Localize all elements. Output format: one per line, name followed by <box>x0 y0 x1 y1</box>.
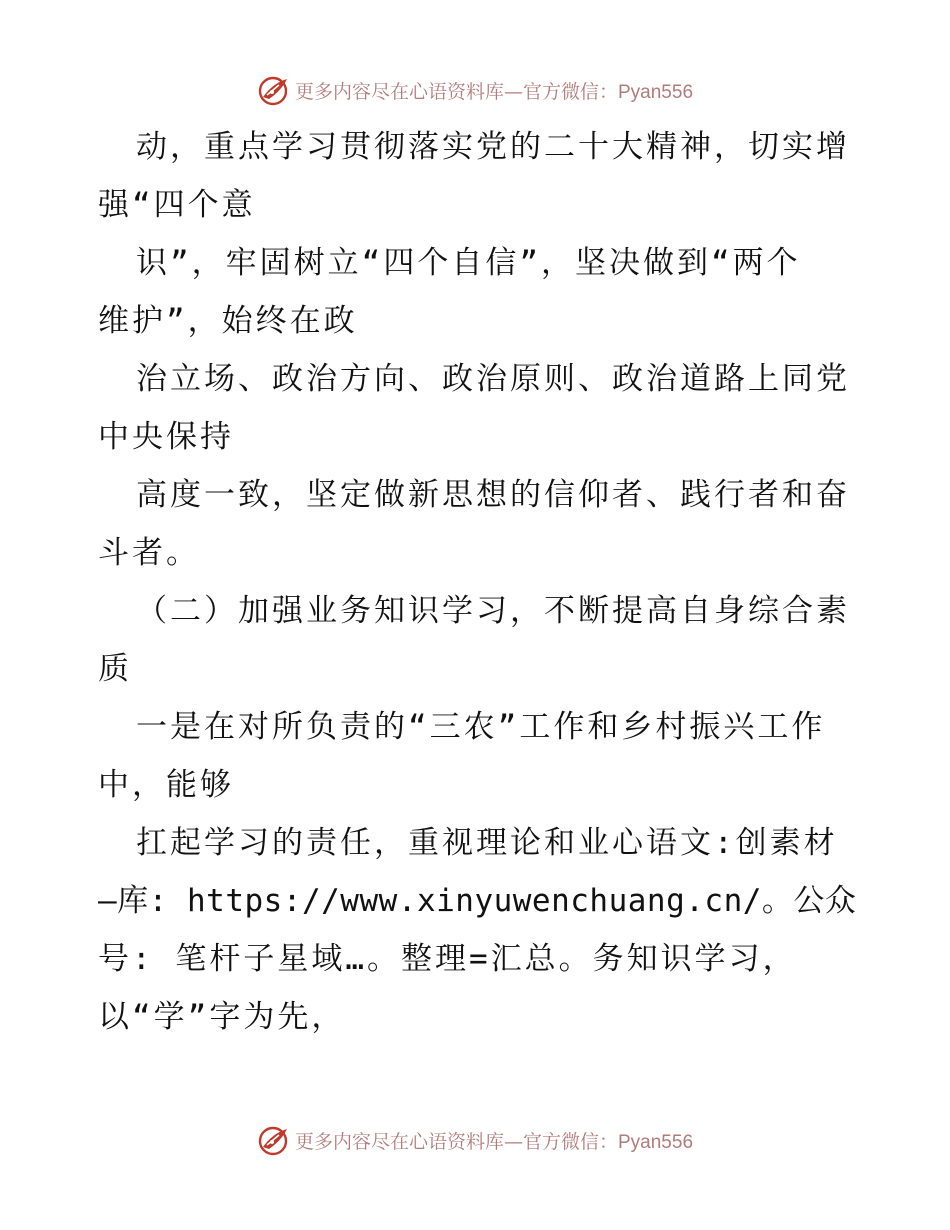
text-line: 高度一致，坚定做新思想的信仰者、践行者和奋 <box>136 477 850 513</box>
section-heading: （二）加强业务知识学习，不断提高自身综合素 <box>136 593 850 629</box>
watermark-wechat-id: Pyan556 <box>618 1131 694 1153</box>
text-line: 号: 笔杆子星域…。整理=汇总。务知识学习， <box>98 941 797 977</box>
text-line: 以“学”字为先， <box>98 999 346 1035</box>
text-line: 中，能够 <box>98 767 234 803</box>
text-line: 维护”，始终在政 <box>98 303 358 339</box>
footer-watermark <box>0 1120 950 1160</box>
watermark-text <box>295 77 693 104</box>
watermark-label: 更多内容尽在心语资料库—官方微信： <box>294 80 618 103</box>
text-line: 扛起学习的责任，重视理论和业心语文:创素材 <box>136 825 838 861</box>
text-line: 动，重点学习贯彻落实党的二十大精神，切实增 <box>136 129 850 165</box>
watermark-wechat-id: Pyan556 <box>618 81 694 103</box>
text-line: 治立场、政治方向、政治原则、政治道路上同党 <box>136 361 850 397</box>
pen-nib-logo-icon <box>257 1123 291 1157</box>
text-line: 一是在对所负责的“三农”工作和乡村振兴工作 <box>136 709 826 745</box>
watermark-label: 更多内容尽在心语资料库—官方微信： <box>294 1130 618 1153</box>
body-text <box>98 118 858 1046</box>
watermark-text <box>295 1127 693 1154</box>
text-line: 识”，牢固树立“四个自信”，坚决做到“两个 <box>136 245 801 281</box>
text-line: 斗者。 <box>98 535 200 571</box>
section-heading-continued: 质 <box>98 651 132 687</box>
text-line: 中央保持 <box>98 419 234 455</box>
pen-nib-logo-icon <box>257 73 291 107</box>
text-line: 强“四个意 <box>98 187 256 223</box>
header-watermark <box>0 70 950 110</box>
text-line-with-url: —库: https://www.xinyuwenchuang.cn/。公众 <box>98 883 857 919</box>
